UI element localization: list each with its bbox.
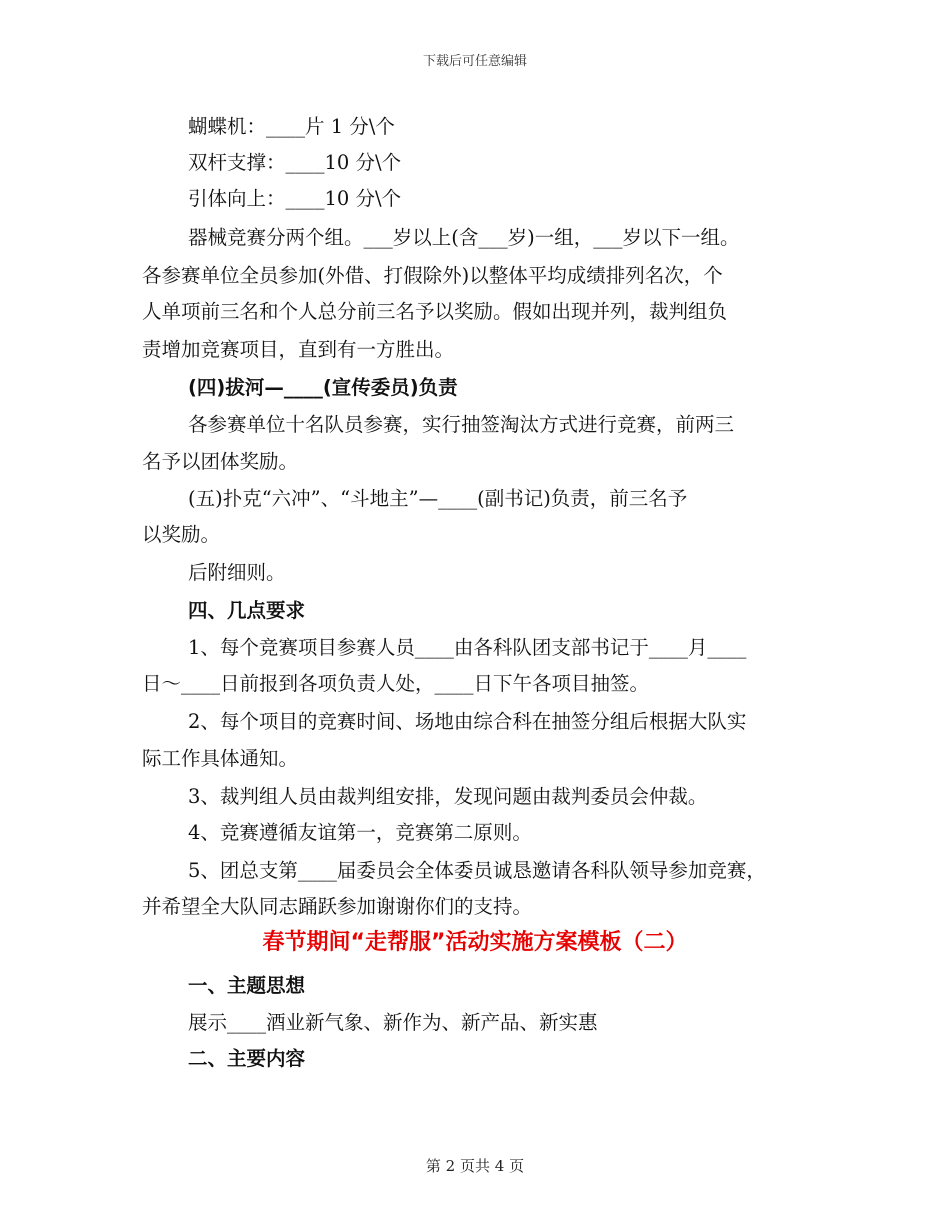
- text-line: 以奖励。: [142, 523, 221, 546]
- text-line: 各参赛单位全员参加(外借、打假除外)以整体平均成绩排列名次，个: [142, 264, 723, 287]
- text-line: 5、团总支第____届委员会全体委员诚恳邀请各科队领导参加竞赛，: [188, 859, 766, 882]
- text-line: 责增加竞赛项目，直到有一方胜出。: [142, 338, 455, 361]
- section-heading: 四、几点要求: [188, 599, 306, 622]
- text-line: 4、竞赛遵循友谊第一，竞赛第二原则。: [188, 821, 532, 844]
- text-line: 人单项前三名和个人总分前三名予以奖励。假如出现并列，裁判组负: [142, 300, 728, 323]
- text-line: 双杆支撑：____10 分\个: [188, 151, 402, 174]
- text-line: 展示____酒业新气象、新作为、新产品、新实惠: [188, 1011, 598, 1034]
- document-title: 春节期间“走帮服”活动实施方案模板（二）: [262, 930, 688, 955]
- text-line: 并希望全大队同志踊跃参加谢谢你们的支持。: [142, 895, 533, 918]
- section-heading: 二、主要内容: [188, 1047, 306, 1070]
- page-number: 第 2 页共 4 页: [425, 1157, 525, 1175]
- text-line: 蝴蝶机：____片 1 分\个: [188, 115, 395, 138]
- page-header-note: 下载后可任意编辑: [422, 54, 527, 69]
- text-line: 际工作具体通知。: [142, 747, 299, 770]
- text-line: 器械竞赛分两个组。___岁以上(含___岁)一组，___岁以下一组。: [188, 226, 740, 249]
- text-line: 后附细则。: [188, 561, 286, 584]
- text-line: 3、裁判组人员由裁判组安排，发现问题由裁判委员会仲裁。: [188, 785, 708, 808]
- section-heading: (四)拔河—____(宣传委员)负责: [188, 376, 458, 399]
- text-line: 各参赛单位十名队员参赛，实行抽签淘汰方式进行竞赛，前两三: [188, 413, 735, 436]
- text-line: 1、每个竞赛项目参赛人员____由各科队团支部书记于____月____: [188, 636, 747, 659]
- text-line: 日～____日前报到各项负责人处，____日下午各项目抽签。: [142, 672, 650, 695]
- text-line: (五)扑克“六冲”、“斗地主”—____(副书记)负责，前三名予: [188, 487, 688, 510]
- text-line: 引体向上：____10 分\个: [188, 187, 402, 210]
- section-heading: 一、主题思想: [188, 974, 306, 997]
- text-line: 名予以团体奖励。: [142, 450, 299, 473]
- text-line: 2、每个项目的竞赛时间、场地由综合科在抽签分组后根据大队实: [188, 710, 747, 733]
